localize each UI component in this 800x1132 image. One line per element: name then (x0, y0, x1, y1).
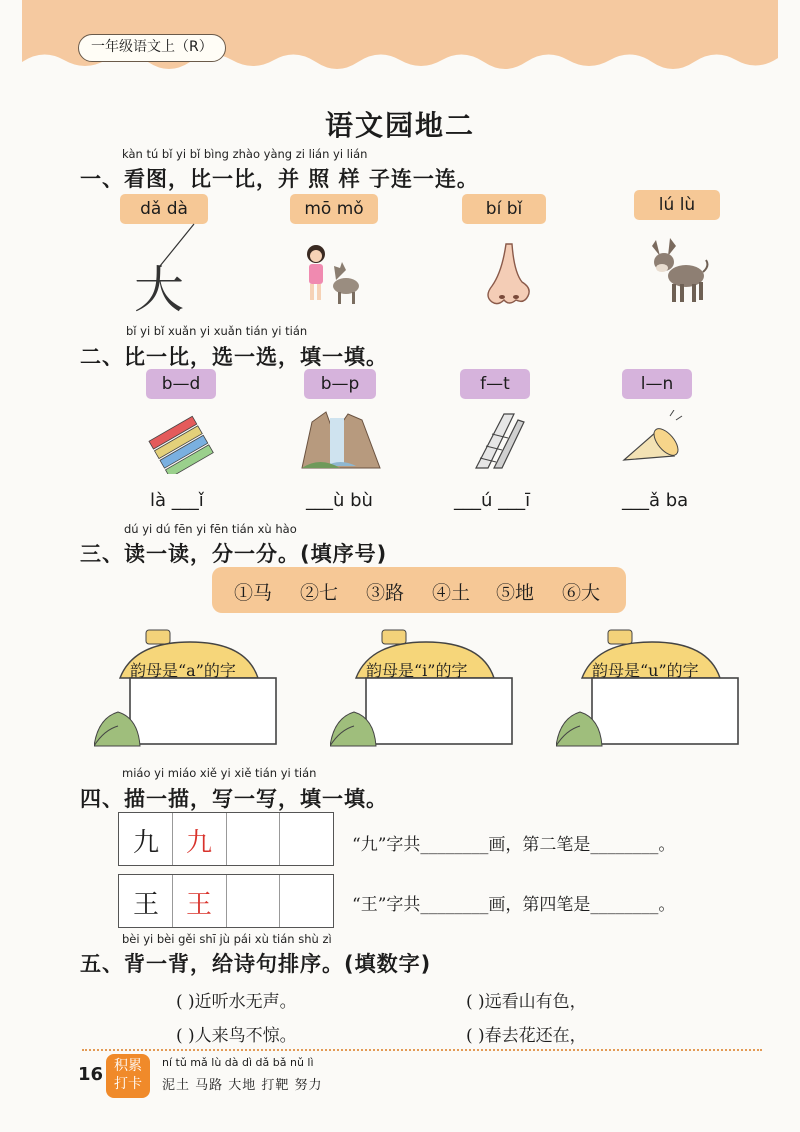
checkin-badge (106, 1054, 150, 1098)
grid-char-red-1: 九 (186, 828, 213, 858)
poem-line-3[interactable]: ( )人来鸟不惊。 (176, 1026, 297, 1046)
slide-icon (470, 406, 528, 470)
house-answer-u[interactable] (594, 682, 734, 740)
section3-heading: 三、读一读，分一分。(填序号) (80, 542, 388, 566)
crayons-icon (146, 412, 214, 474)
poem-line-4[interactable]: ( )春去花还在， (466, 1026, 587, 1046)
house-label-a: 韵母是“a”的字 (130, 661, 236, 680)
house-label-i: 韵母是“i”的字 (366, 661, 468, 680)
item-2: ②七 (300, 582, 339, 604)
stroke-question-2[interactable]: “王”字共________画，第四笔是________。 (352, 895, 676, 915)
pinyin-pill-3: bí bǐ (462, 194, 546, 224)
item-1: ①马 (234, 582, 273, 604)
write-cell-2b[interactable] (280, 875, 332, 925)
pinyin-pill-4: lú lù (634, 190, 720, 220)
pinyin-pill-1: dǎ dà (120, 194, 208, 224)
footer-words: 泥土 马路 大地 打靶 努力 (162, 1078, 323, 1093)
section3-pinyin: dú yi dú fēn yi fēn tián xù hào (124, 522, 297, 536)
grid-char-black-2: 王 (133, 890, 160, 920)
item-5: ⑤地 (496, 582, 535, 604)
waterfall-icon (300, 404, 382, 470)
fill-blank-1[interactable]: là ___ǐ (150, 490, 204, 511)
write-cell-2a[interactable] (226, 875, 278, 925)
nose-icon (484, 242, 534, 308)
house-answer-a[interactable] (132, 682, 272, 740)
grid-char-black-1: 九 (133, 828, 160, 858)
page-number: 16 (78, 1064, 104, 1085)
girl-donkey-icon (300, 240, 364, 308)
donkey-icon (646, 236, 710, 306)
footer-divider (82, 1049, 762, 1051)
section1-pinyin: kàn tú bǐ yi bǐ bìng zhào yàng zi lián yi lián (122, 147, 368, 161)
big-character: 大 (134, 261, 184, 319)
section5-heading: 五、背一背，给诗句排序。(填数字) (80, 952, 432, 976)
item-3: ③路 (366, 582, 405, 604)
section4-heading: 四、描一描，写一写，填一填。 (80, 787, 388, 811)
stroke-question-1[interactable]: “九”字共________画，第二笔是________。 (352, 835, 676, 855)
section2-heading: 二、比一比，选一选，填一填。 (80, 345, 388, 369)
footer-pinyin: ní tǔ mǎ lù dà dì dǎ bǎ nǔ lì (162, 1056, 314, 1069)
trumpet-icon (618, 410, 684, 470)
grade-tag: 一年级语文上（R） (78, 34, 226, 62)
write-cell-1b[interactable] (280, 813, 332, 863)
section4-pinyin: miáo yi miáo xiě yi xiě tián yi tián (122, 766, 317, 780)
house-answer-i[interactable] (368, 682, 508, 740)
pinyin-pill-2: mō mǒ (290, 194, 378, 224)
poem-line-2[interactable]: ( )远看山有色， (466, 992, 587, 1012)
fill-blank-3[interactable]: ___ú ___ī (454, 490, 531, 511)
write-cell-1a[interactable] (226, 813, 278, 863)
letter-pill-1: b—d (146, 369, 216, 399)
badge-line-1: 积累 (114, 1058, 142, 1074)
house-label-u: 韵母是“u”的字 (592, 661, 699, 680)
badge-line-2: 打卡 (114, 1076, 142, 1092)
section2-pinyin: bǐ yi bǐ xuǎn yi xuǎn tián yi tián (126, 324, 308, 338)
item-4: ④土 (432, 582, 471, 604)
section5-pinyin: bèi yi bèi gěi shī jù pái xù tián shù zì (122, 932, 332, 946)
grid-char-red-2: 王 (186, 890, 213, 920)
letter-pill-4: l—n (622, 369, 692, 399)
fill-blank-2[interactable]: ___ù bù (306, 490, 373, 511)
letter-pill-3: f—t (460, 369, 530, 399)
letter-pill-2: b—p (304, 369, 376, 399)
item-6: ⑥大 (562, 582, 601, 604)
page-title: 语文园地二 (324, 109, 475, 142)
fill-blank-4[interactable]: ___ǎ ba (622, 490, 689, 511)
section1-heading: 一、看图，比一比，并 照 样 子连一连。 (80, 167, 479, 191)
poem-line-1[interactable]: ( )近听水无声。 (176, 992, 297, 1012)
